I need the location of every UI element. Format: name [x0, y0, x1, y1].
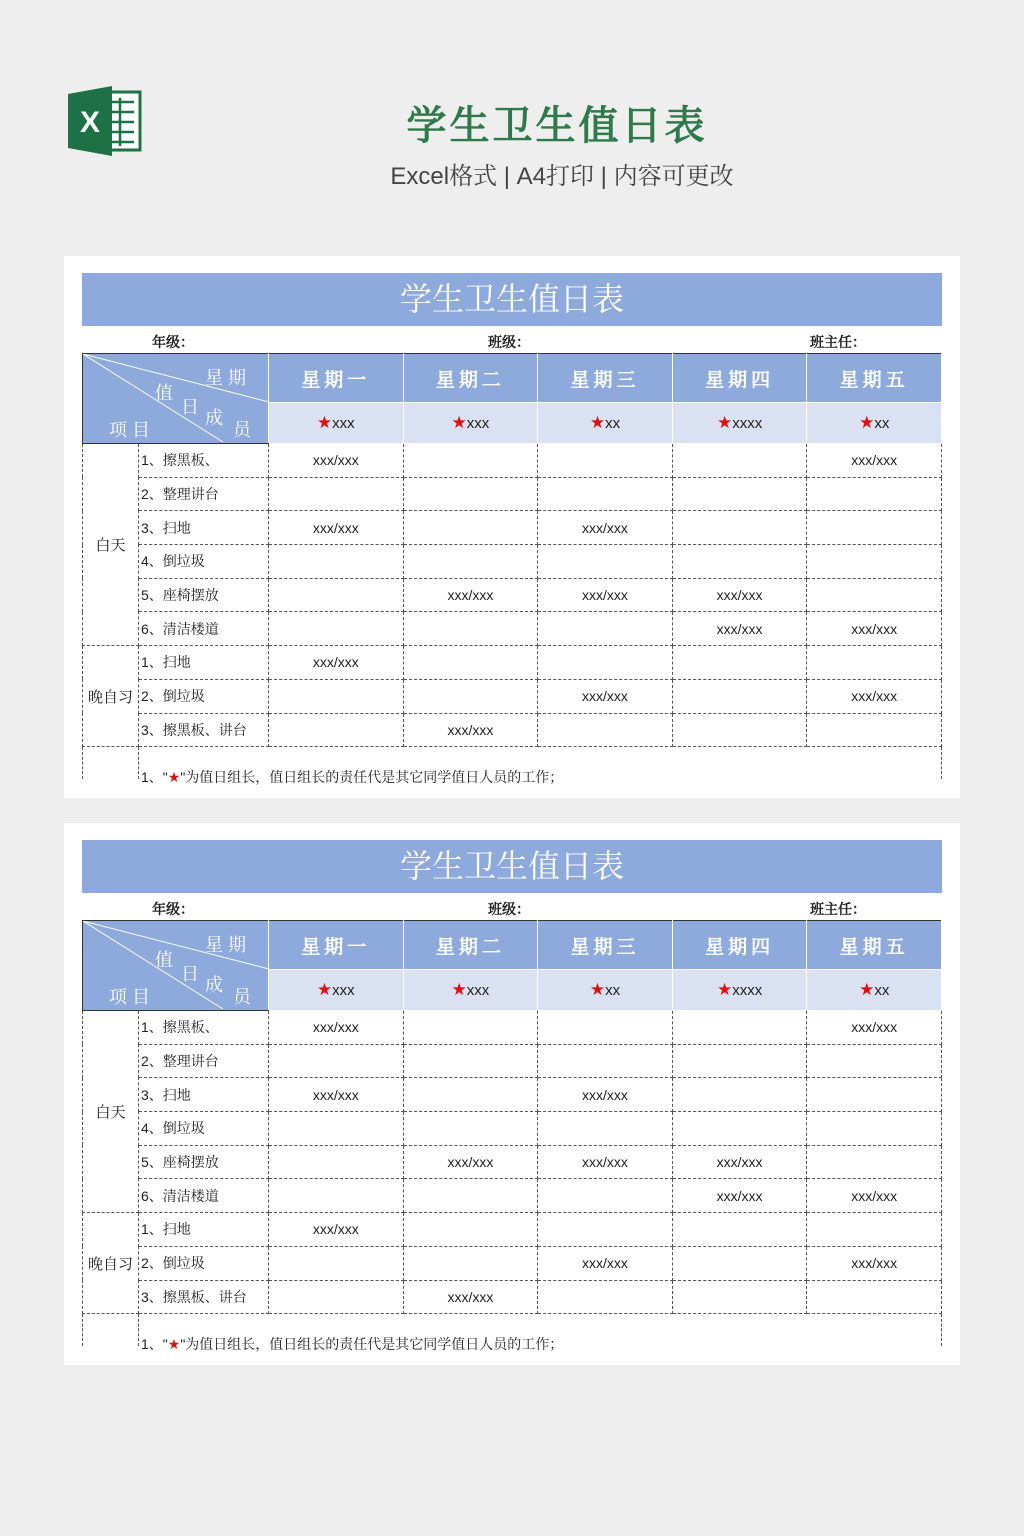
duty-cell: xxx/xxx [269, 646, 404, 680]
star-icon: ★ [716, 980, 733, 999]
duty-cell: xxx/xxx [807, 612, 942, 646]
duty-cell: xxx/xxx [672, 612, 807, 646]
corner-header-cell [83, 354, 269, 444]
duty-cell [807, 1044, 942, 1078]
duty-cell [672, 1078, 807, 1112]
note-spacer-cell [83, 1314, 139, 1347]
duty-cell [538, 612, 673, 646]
duty-cell [403, 545, 538, 579]
sheet-preview-1 [64, 256, 960, 798]
day-header-fri: 星期五 [807, 921, 942, 970]
table-row [83, 679, 942, 713]
corner-members-char-1: 值 [155, 383, 173, 403]
duty-cell: xxx/xxx [807, 679, 942, 713]
note-row [83, 1314, 942, 1347]
table-row [83, 1112, 942, 1146]
table-row [83, 1044, 942, 1078]
duty-cell [269, 679, 404, 713]
star-icon: ★ [859, 413, 875, 432]
leader-cell [269, 403, 404, 444]
duty-cell [403, 511, 538, 545]
corner-week-label: 星 期 [205, 935, 247, 955]
duty-cell [538, 477, 673, 511]
day-header-mon: 星期一 [269, 354, 404, 403]
duty-cell [403, 1011, 538, 1045]
duty-cell: xxx/xxx [269, 1078, 404, 1112]
grade-label: 年级： [152, 334, 194, 350]
star-icon: ★ [316, 980, 333, 999]
duty-cell [807, 1213, 942, 1247]
leader-cell [538, 403, 673, 444]
task-item-label: 2、整理讲台 [139, 1044, 269, 1078]
duty-cell: xxx/xxx [538, 511, 673, 545]
duty-cell: xxx/xxx [269, 511, 404, 545]
leader-name: xx [874, 982, 890, 999]
note-cell [139, 1314, 942, 1353]
duty-cell [269, 1179, 404, 1213]
duty-cell [807, 1078, 942, 1112]
corner-members-char-2: 日 [181, 964, 199, 984]
duty-cell: xxx/xxx [672, 1145, 807, 1179]
leader-name: xxx [332, 415, 355, 432]
leader-name: xx [874, 415, 890, 432]
task-item-label: 3、擦黑板、讲台 [139, 713, 269, 747]
day-header-tue: 星期二 [403, 354, 538, 403]
section-label: 晚自习 [83, 1213, 139, 1314]
duty-cell [538, 1112, 673, 1146]
sheet-preview-2 [64, 823, 960, 1365]
duty-cell [538, 713, 673, 747]
task-item-label: 5、座椅摆放 [139, 578, 269, 612]
leader-name: xxx [466, 982, 490, 999]
duty-table [82, 353, 942, 786]
duty-cell [807, 578, 942, 612]
task-item-label: 4、倒垃圾 [139, 1112, 269, 1146]
section-label: 白天 [83, 1011, 139, 1213]
task-item-label: 5、座椅摆放 [139, 1145, 269, 1179]
duty-cell [807, 1112, 942, 1146]
duty-cell: xxx/xxx [269, 444, 404, 478]
sheet-title: 学生卫生值日表 [82, 273, 942, 326]
table-row [83, 1280, 942, 1314]
task-item-label: 2、倒垃圾 [139, 1246, 269, 1280]
table-row [83, 1179, 942, 1213]
note-spacer-cell [83, 747, 139, 780]
duty-cell: xxx/xxx [807, 1179, 942, 1213]
class-label: 班级： [488, 901, 530, 917]
task-item-label: 1、扫地 [139, 1213, 269, 1247]
leader-name: xx [605, 982, 621, 999]
duty-cell [403, 1112, 538, 1146]
leader-cell [538, 970, 673, 1011]
duty-cell: xxx/xxx [807, 1246, 942, 1280]
sheet-title: 学生卫生值日表 [82, 840, 942, 893]
table-row [83, 1213, 942, 1247]
table-row [83, 646, 942, 680]
leader-cell [403, 403, 538, 444]
duty-cell [538, 444, 673, 478]
leader-cell [672, 403, 807, 444]
teacher-label: 班主任： [810, 334, 866, 350]
duty-cell: xxx/xxx [672, 578, 807, 612]
duty-cell [672, 477, 807, 511]
duty-cell: xxx/xxx [672, 1179, 807, 1213]
corner-members-char-3: 成 [205, 975, 223, 995]
duty-cell [672, 1011, 807, 1045]
duty-cell [403, 444, 538, 478]
task-item-label: 3、扫地 [139, 1078, 269, 1112]
duty-cell [672, 646, 807, 680]
task-item-label: 2、倒垃圾 [139, 679, 269, 713]
day-header-wed: 星期三 [538, 921, 673, 970]
task-item-label: 1、扫地 [139, 646, 269, 680]
table-row [83, 444, 942, 478]
duty-cell: xxx/xxx [807, 444, 942, 478]
note-cell [139, 747, 942, 786]
duty-cell [672, 1246, 807, 1280]
duty-cell [269, 545, 404, 579]
table-row [83, 713, 942, 747]
page-subtitle: Excel格式 | A4打印 | 内容可更改 [390, 163, 734, 190]
duty-cell [807, 713, 942, 747]
leader-cell [807, 970, 942, 1011]
task-item-label: 6、清洁楼道 [139, 612, 269, 646]
star-icon: ★ [451, 413, 467, 432]
corner-item-label: 项 目 [109, 420, 151, 440]
note-text: 1、"★"为值日组长，值日组长的责任代是其它同学值日人员的工作； [141, 1336, 564, 1353]
star-icon: ★ [589, 413, 606, 432]
star-icon: ★ [716, 413, 733, 432]
corner-members-char-4: 员 [233, 420, 251, 440]
duty-cell [403, 679, 538, 713]
duty-cell [672, 1280, 807, 1314]
duty-cell [538, 1011, 673, 1045]
duty-cell [538, 1280, 673, 1314]
duty-cell [403, 612, 538, 646]
duty-cell [269, 1246, 404, 1280]
duty-cell: xxx/xxx [538, 578, 673, 612]
duty-cell [672, 1112, 807, 1146]
duty-cell [403, 1179, 538, 1213]
day-header-wed: 星期三 [538, 354, 673, 403]
teacher-label: 班主任： [810, 901, 866, 917]
leader-cell [269, 970, 404, 1011]
duty-cell [269, 1145, 404, 1179]
duty-cell [538, 545, 673, 579]
duty-cell [403, 477, 538, 511]
duty-cell [269, 612, 404, 646]
task-item-label: 2、整理讲台 [139, 477, 269, 511]
duty-cell: xxx/xxx [269, 1011, 404, 1045]
star-icon: ★ [451, 980, 467, 999]
duty-cell [269, 1044, 404, 1078]
duty-cell [538, 1044, 673, 1078]
duty-cell [269, 477, 404, 511]
duty-cell [672, 713, 807, 747]
leader-cell [807, 403, 942, 444]
table-row [83, 511, 942, 545]
leader-name: xxxx [732, 982, 763, 999]
corner-members-char-4: 员 [233, 987, 251, 1007]
table-row [83, 477, 942, 511]
duty-cell [538, 1179, 673, 1213]
section-label: 白天 [83, 444, 139, 646]
duty-cell [672, 1213, 807, 1247]
leader-cell [403, 970, 538, 1011]
star-icon: ★ [316, 413, 333, 432]
star-icon: ★ [167, 1336, 181, 1353]
duty-cell [403, 1246, 538, 1280]
duty-cell: xxx/xxx [403, 713, 538, 747]
duty-cell [672, 545, 807, 579]
duty-cell: xxx/xxx [538, 1246, 673, 1280]
duty-cell: xxx/xxx [538, 679, 673, 713]
duty-cell [403, 1078, 538, 1112]
duty-cell: xxx/xxx [807, 1011, 942, 1045]
duty-cell [807, 545, 942, 579]
duty-cell [807, 1280, 942, 1314]
table-row [83, 1145, 942, 1179]
duty-cell [807, 1145, 942, 1179]
note-text: 1、"★"为值日组长，值日组长的责任代是其它同学值日人员的工作； [141, 769, 564, 786]
day-header-thu: 星期四 [672, 921, 807, 970]
table-row [83, 1011, 942, 1045]
task-item-label: 4、倒垃圾 [139, 545, 269, 579]
section-label: 晚自习 [83, 646, 139, 747]
star-icon: ★ [589, 980, 606, 999]
task-item-label: 1、擦黑板、 [139, 444, 269, 478]
corner-item-label: 项 目 [109, 987, 151, 1007]
duty-cell: xxx/xxx [538, 1145, 673, 1179]
duty-cell [269, 713, 404, 747]
table-row [83, 612, 942, 646]
duty-cell [807, 646, 942, 680]
duty-table [82, 920, 942, 1353]
corner-week-label: 星 期 [205, 368, 247, 388]
task-item-label: 1、擦黑板、 [139, 1011, 269, 1045]
duty-cell: xxx/xxx [403, 1145, 538, 1179]
duty-cell [403, 646, 538, 680]
duty-cell [672, 444, 807, 478]
duty-cell [538, 646, 673, 680]
day-header-thu: 星期四 [672, 354, 807, 403]
table-row [83, 1078, 942, 1112]
duty-cell [672, 511, 807, 545]
task-item-label: 3、擦黑板、讲台 [139, 1280, 269, 1314]
leader-cell [672, 970, 807, 1011]
corner-header-cell [83, 921, 269, 1011]
duty-cell [403, 1044, 538, 1078]
day-header-tue: 星期二 [403, 921, 538, 970]
page-title: 学生卫生值日表 [406, 104, 708, 148]
table-row [83, 545, 942, 579]
duty-cell [672, 1044, 807, 1078]
duty-cell [538, 1213, 673, 1247]
leader-name: xxx [466, 415, 490, 432]
duty-cell: xxx/xxx [403, 578, 538, 612]
duty-cell: xxx/xxx [538, 1078, 673, 1112]
task-item-label: 6、清洁楼道 [139, 1179, 269, 1213]
duty-cell [403, 1213, 538, 1247]
leader-name: xx [605, 415, 621, 432]
duty-cell [269, 1280, 404, 1314]
corner-members-char-1: 值 [155, 950, 173, 970]
table-row [83, 578, 942, 612]
grade-label: 年级： [152, 901, 194, 917]
duty-cell: xxx/xxx [269, 1213, 404, 1247]
table-row [83, 1246, 942, 1280]
duty-cell: xxx/xxx [403, 1280, 538, 1314]
leader-name: xxxx [732, 415, 763, 432]
star-icon: ★ [167, 769, 181, 786]
star-icon: ★ [859, 980, 875, 999]
task-item-label: 3、扫地 [139, 511, 269, 545]
corner-members-char-2: 日 [181, 397, 199, 417]
duty-cell [807, 511, 942, 545]
excel-logo-letter: X [79, 106, 101, 139]
note-row [83, 747, 942, 780]
leader-name: xxx [332, 982, 355, 999]
duty-cell [269, 578, 404, 612]
day-header-mon: 星期一 [269, 921, 404, 970]
day-header-fri: 星期五 [807, 354, 942, 403]
duty-cell [807, 477, 942, 511]
duty-cell [269, 1112, 404, 1146]
corner-members-char-3: 成 [205, 408, 223, 428]
class-label: 班级： [488, 334, 530, 350]
duty-cell [672, 679, 807, 713]
